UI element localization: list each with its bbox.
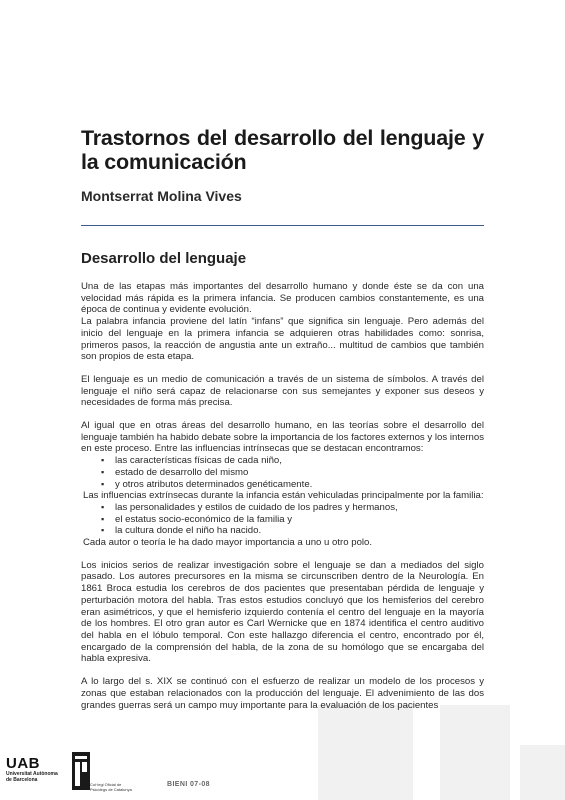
section-heading: Desarrollo del lenguaje (81, 250, 247, 267)
bullet-list (81, 455, 484, 490)
uab-logo-line: de Barcelona (6, 777, 38, 783)
list-item: ▪ la cultura donde el niño ha nacido. (81, 525, 484, 537)
paragraph: Al igual que en otras áreas del desarrollo humano, en las teorías sobre el desarrollo del lenguaje también ha habido debate sobre la importancia de los factores externos y los internos en este proceso. Entre las influencias intrínsecas que se destacan encontramos: (81, 420, 484, 455)
col-logo-text (90, 783, 145, 792)
uab-logo-mark: UAB (6, 755, 40, 772)
uab-logo-line: Universitat Autònoma (6, 771, 58, 777)
list-item: ▪ el estatus socio-económico de la familia y (81, 514, 484, 526)
list-item: ▪ y otros atributos determinados genéticamente. (81, 479, 484, 491)
document-title: Trastornos del desarrollo del lenguaje y la comunicación (81, 126, 484, 174)
col-psicologos-logo (72, 752, 152, 792)
paragraph: Los inicios serios de realizar investigación sobre el lenguaje se dan a mediados del siglo pasado. Los autores precursores en la misma se circunscriben dentro de la Neurología. En 1861 Broca estudia los cerebros de dos pacientes que presentaban pérdida de lenguaje y perturbación motora del habla. Tras estos estudios concluyó que los hemisferios del cerebro eran asimétricos, y que el hemisferio izquierdo contenía el centro del lenguaje en la mayoría de los hombres. El otro gran autor es Carl Wernicke que en 1874 identifica el centro auditivo del habla en el lóbulo temporal. Con este hallazgo diferencia el centro, encontrado por él, encargado de la comprensión del habla, de la zona de su homólogo que se encargaba del habla expresiva. (81, 559, 484, 665)
paragraph: Las influencias extrínsecas durante la infancia están vehiculadas principalmente por la familia: (83, 490, 484, 502)
list-item: ▪ estado de desarrollo del mismo (81, 467, 484, 479)
paragraph: A lo largo del s. XIX se continuó con el esfuerzo de realizar un modelo de los procesos y zonas que estaban relacionados con la producción del lenguaje. El advenimiento de las dos grandes guerras será un campo muy importante para la evaluación de los pacientes (81, 676, 484, 711)
paragraph: Cada autor o teoría le ha dado mayor importancia a uno u otro polo. (83, 537, 373, 549)
document-author: Montserrat Molina Vives (81, 188, 242, 204)
col-logo-line: Col·legi Oficial de (90, 782, 122, 787)
paragraph: La palabra infancia proviene del latín “infans” que significa sin lenguaje. Pero además del inicio del lenguaje en la primera infancia se adquieren otras habilidades como: sonrisa, primeros pasos, la reacción de angustia ante un extraño... multitud de cambios que también son propios de esta etapa. (81, 316, 484, 363)
col-logo-line: Psicòlegs de Catalunya (90, 786, 132, 792)
document-body (81, 281, 484, 711)
paragraph: El lenguaje es un medio de comunicación a través de un sistema de símbolos. A través del lenguaje el niño será capaz de relacionarse con sus semejantes y exponer sus deseos y necesidades de forma más precisa. (81, 373, 484, 409)
footer-code: BIENI 07-08 (167, 781, 210, 788)
uab-logo (6, 756, 68, 792)
list-item: ▪ las características físicas de cada niño, (81, 455, 484, 467)
paragraph: Una de las etapas más importantes del desarrollo humano y donde éste se da con una velocidad más rápida es la primera infancia. Se producen cambios constantemente, es una época de continua y evidente evolución. (81, 281, 484, 316)
header-divider (81, 225, 484, 226)
col-emblem-icon (72, 752, 90, 790)
bullet-list (81, 502, 484, 537)
list-item: ▪ las personalidades y estilos de cuidado de los padres y hermanos, (81, 502, 484, 514)
